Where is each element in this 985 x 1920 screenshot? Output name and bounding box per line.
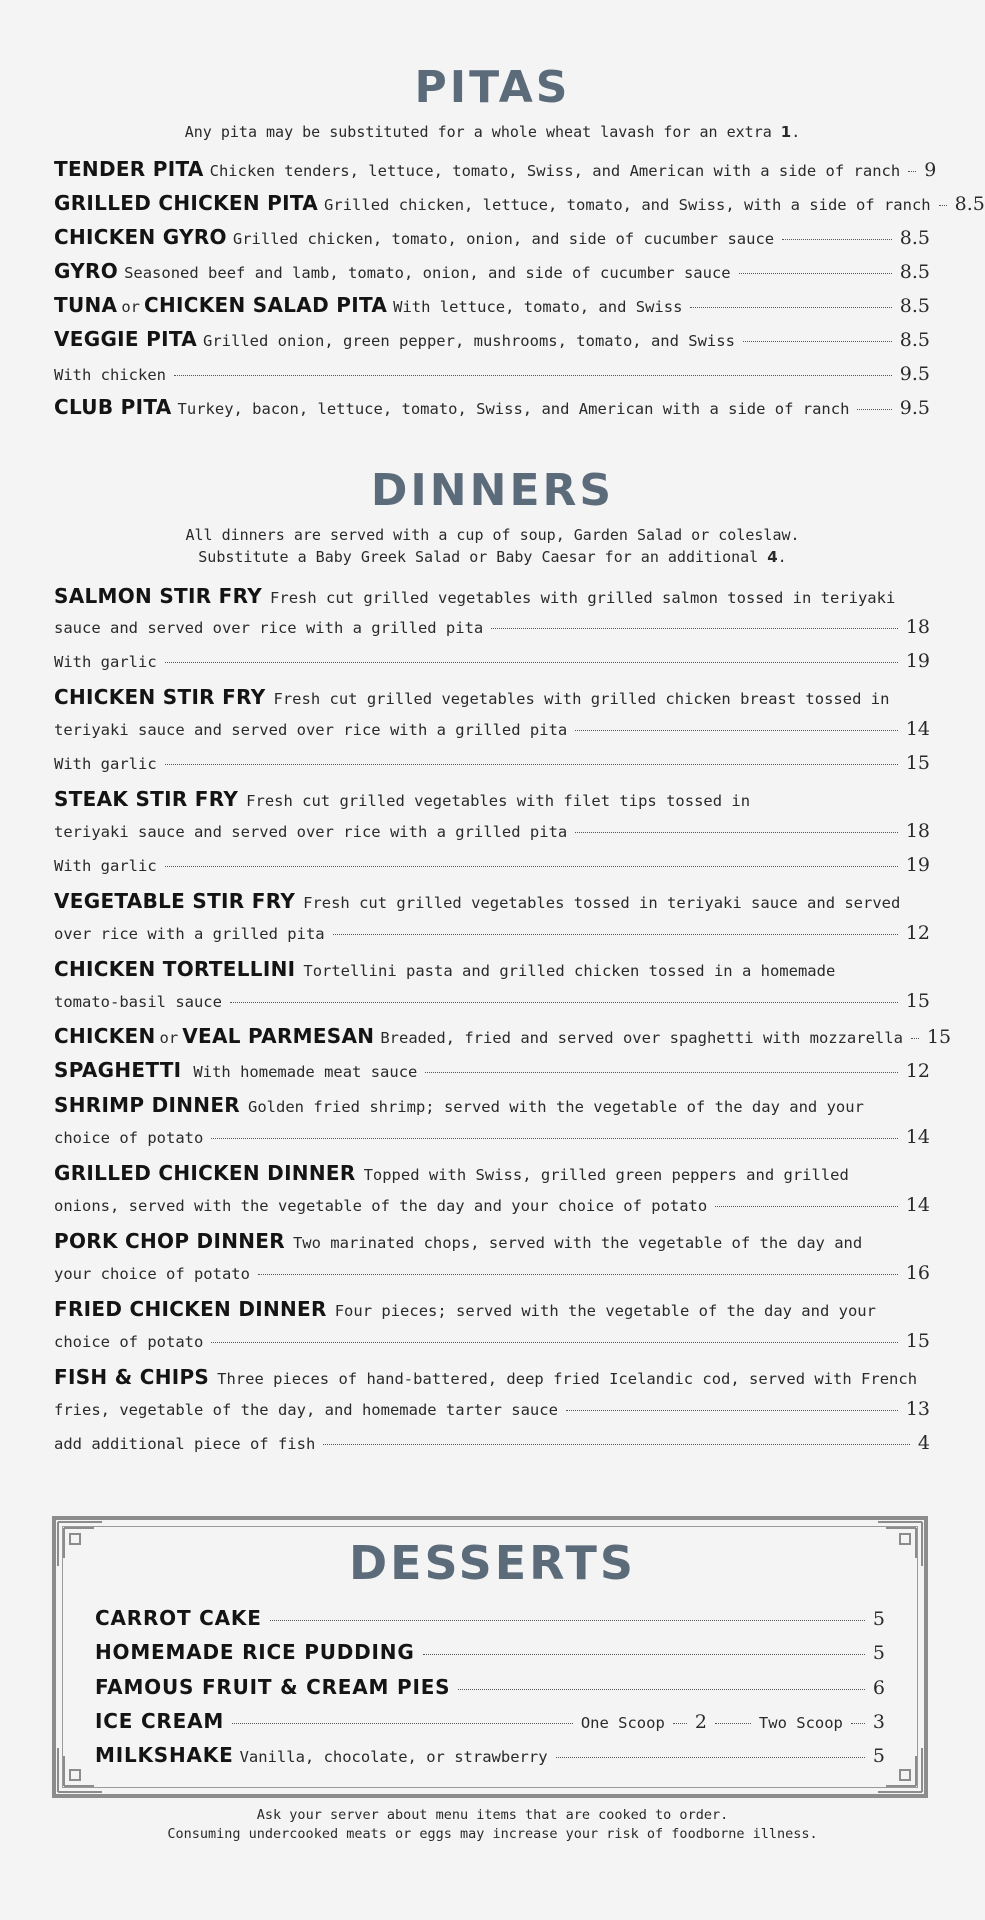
dot-leader — [556, 1757, 865, 1758]
dot-leader — [566, 1410, 898, 1411]
menu-item-line — [54, 1126, 930, 1148]
desserts-title: DESSERTS — [348, 1536, 637, 1590]
one-scoop-price: 2 — [694, 1711, 707, 1733]
menu-item-line — [54, 616, 930, 638]
dot-leader — [939, 205, 947, 206]
item-description: Fresh cut grilled vegetables with grilled chicken breast tossed in — [273, 690, 890, 708]
or-word: or — [159, 1029, 179, 1047]
dot-leader — [575, 832, 898, 833]
item-description: Two marinated chops, served with the vegetable of the day and — [292, 1234, 863, 1252]
item-price: 18 — [905, 820, 930, 842]
one-scoop-label: One Scoop — [580, 1714, 665, 1732]
item-price: 6 — [872, 1677, 885, 1699]
item-description: Grilled chicken, tomato, onion, and side of cucumber sauce — [232, 230, 775, 248]
menu-item-heading — [54, 957, 835, 981]
item-name: CHICKEN STIR FRY — [54, 685, 266, 709]
menu-item — [54, 1024, 952, 1048]
item-name: VEAL PARMESAN — [182, 1024, 375, 1048]
menu-item-heading — [54, 685, 889, 709]
dot-leader — [908, 171, 916, 172]
item-price: 19 — [905, 650, 930, 672]
item-description: With homemade meat sauce — [193, 1063, 418, 1081]
item-price: 8.5 — [899, 329, 930, 351]
menu-item-line — [54, 1330, 930, 1352]
menu-item — [54, 293, 930, 317]
dot-leader — [782, 239, 892, 240]
dot-leader — [673, 1723, 687, 1724]
menu-item-heading — [54, 1229, 862, 1253]
item-description: With lettuce, tomato, and Swiss — [393, 298, 683, 316]
dessert-item — [95, 1640, 885, 1664]
item-name: SHRIMP DINNER — [54, 1093, 240, 1117]
menu-item — [54, 225, 930, 249]
item-price: 4 — [917, 1432, 930, 1454]
item-description: sauce and served over rice with a grilled pita — [54, 619, 484, 637]
menu-item — [54, 395, 930, 419]
item-name: CHICKEN TORTELLINI — [54, 957, 296, 981]
dot-leader — [425, 1072, 897, 1073]
footer-line: Ask your server about menu items that are cooked to order. — [256, 1807, 729, 1823]
item-name: PORK CHOP DINNER — [54, 1229, 285, 1253]
dot-leader — [423, 1654, 865, 1655]
dot-leader — [743, 341, 892, 342]
dinners-note — [0, 524, 985, 568]
item-description: Breaded, fried and served over spaghetti with mozzarella — [380, 1029, 903, 1047]
item-description: Grilled chicken, lettuce, tomato, and Swiss, with a side of ranch — [324, 196, 931, 214]
item-price: 9 — [924, 159, 937, 181]
item-price: 13 — [905, 1398, 930, 1420]
item-description: Golden fried shrimp; served with the vegetable of the day and your — [248, 1098, 864, 1116]
item-price: 8.5 — [899, 261, 930, 283]
dot-leader — [857, 409, 891, 410]
dot-leader — [911, 1038, 919, 1039]
menu-item — [54, 327, 930, 351]
item-price: 12 — [905, 922, 930, 944]
item-price: 9.5 — [899, 397, 930, 419]
pitas-title: PITAS — [414, 62, 571, 113]
item-description: tomato-basil sauce — [54, 993, 222, 1011]
pitas-note-suffix: . — [791, 123, 801, 141]
item-description: Turkey, bacon, lettuce, tomato, Swiss, and American with a side of ranch — [177, 400, 850, 418]
dot-leader — [491, 628, 898, 629]
item-name: CARROT CAKE — [95, 1606, 262, 1630]
menu-item-line — [54, 1194, 930, 1216]
item-name: ICE CREAM — [95, 1709, 225, 1733]
dessert-item — [95, 1743, 885, 1767]
item-description: over rice with a grilled pita — [54, 925, 325, 943]
item-price: 16 — [905, 1262, 930, 1284]
menu-item-line — [54, 718, 930, 740]
dot-leader — [715, 1723, 751, 1724]
item-description: your choice of potato — [54, 1265, 250, 1283]
menu-item — [54, 259, 930, 283]
dot-leader — [458, 1689, 865, 1690]
menu-item-heading — [54, 787, 750, 811]
item-name: CHICKEN SALAD PITA — [143, 293, 388, 317]
item-price: 15 — [905, 990, 930, 1012]
pitas-note-text: Any pita may be substituted for a whole wheat lavash for an extra — [184, 123, 781, 141]
menu-item-line — [54, 820, 930, 842]
menu-item — [54, 157, 937, 181]
dinners-note-text: Substitute a Baby Greek Salad or Baby Caesar for an additional — [198, 548, 768, 566]
item-description: choice of potato — [54, 1129, 204, 1147]
item-description: Seasoned beef and lamb, tomato, onion, and side of cucumber sauce — [124, 264, 731, 282]
item-price: 5 — [872, 1745, 885, 1767]
item-price: 15 — [905, 752, 930, 774]
menu-item-line — [54, 1262, 930, 1284]
menu-item-option — [54, 854, 930, 876]
item-name: SALMON STIR FRY — [54, 584, 263, 608]
item-description: Fresh cut grilled vegetables with filet tips tossed in — [246, 792, 751, 810]
item-name: CHICKEN — [54, 1024, 156, 1048]
item-name: FISH & CHIPS — [54, 1365, 210, 1389]
menu-item-heading — [54, 584, 895, 608]
item-name: MILKSHAKE — [95, 1743, 234, 1767]
menu-item-line — [54, 990, 930, 1012]
item-name: CHICKEN GYRO — [54, 225, 227, 249]
dinners-title: DINNERS — [370, 465, 615, 516]
option-label: With garlic — [54, 755, 157, 773]
option-label: With chicken — [54, 366, 166, 384]
or-word: or — [121, 298, 140, 316]
item-price: 14 — [905, 718, 930, 740]
item-description: Tortellini pasta and grilled chicken tossed in a homemade — [303, 962, 836, 980]
item-description: choice of potato — [54, 1333, 204, 1351]
option-label: With garlic — [54, 653, 157, 671]
item-name: FAMOUS FRUIT & CREAM PIES — [95, 1675, 451, 1699]
item-description: Topped with Swiss, grilled green peppers and grilled — [363, 1166, 849, 1184]
item-description: teriyaki sauce and served over rice with a grilled pita — [54, 721, 568, 739]
item-name: GYRO — [54, 259, 119, 283]
dot-leader — [739, 273, 892, 274]
item-description: onions, served with the vegetable of the day and your choice of potato — [54, 1197, 708, 1215]
menu-item-option — [54, 752, 930, 774]
footer-disclaimer — [0, 1806, 985, 1844]
item-price: 19 — [905, 854, 930, 876]
dot-leader — [232, 1723, 573, 1724]
dot-leader — [270, 1620, 865, 1621]
dot-leader — [851, 1723, 865, 1724]
item-price: 12 — [905, 1060, 930, 1082]
item-name: STEAK STIR FRY — [54, 787, 239, 811]
item-price: 8.5 — [899, 295, 930, 317]
menu-item-option — [54, 650, 930, 672]
menu-item — [54, 1058, 930, 1082]
item-description: Fresh cut grilled vegetables tossed in teriyaki sauce and served — [303, 894, 901, 912]
item-name: CLUB PITA — [54, 395, 172, 419]
option-label: With garlic — [54, 857, 157, 875]
item-name: TENDER PITA — [54, 157, 204, 181]
footer-line: Consuming undercooked meats or eggs may increase your risk of foodborne illness. — [167, 1826, 818, 1842]
menu-item-option — [54, 1432, 930, 1454]
menu-item-heading — [54, 889, 900, 913]
item-description: Vanilla, chocolate, or strawberry — [239, 1748, 548, 1766]
item-description: teriyaki sauce and served over rice with a grilled pita — [54, 823, 568, 841]
item-price: 14 — [905, 1194, 930, 1216]
item-description: Fresh cut grilled vegetables with grilled salmon tossed in teriyaki — [270, 589, 896, 607]
dot-leader — [174, 375, 892, 376]
menu-item-line — [54, 922, 930, 944]
item-description: Grilled onion, green pepper, mushrooms, tomato, and Swiss — [203, 332, 735, 350]
menu-item-heading — [54, 1161, 849, 1185]
item-price: 15 — [926, 1026, 952, 1048]
item-price: 8.5 — [954, 193, 985, 215]
item-description: Three pieces of hand-battered, deep fried Icelandic cod, served with French — [217, 1370, 918, 1388]
item-name: VEGGIE PITA — [54, 327, 198, 351]
dot-leader — [575, 730, 898, 731]
menu-item — [54, 191, 985, 215]
dinners-note-price: 4 — [767, 548, 778, 566]
item-name: FRIED CHICKEN DINNER — [54, 1297, 327, 1321]
item-description: fries, vegetable of the day, and homemade tarter sauce — [54, 1401, 558, 1419]
dot-leader — [323, 1444, 910, 1445]
item-price: 5 — [872, 1642, 885, 1664]
item-price: 9.5 — [899, 363, 930, 385]
dot-leader — [211, 1342, 898, 1343]
dinners-note-line2 — [0, 546, 985, 568]
pitas-note — [0, 121, 985, 143]
dessert-item — [95, 1709, 885, 1733]
two-scoop-price: 3 — [872, 1711, 885, 1733]
menu-item-option — [54, 363, 930, 385]
dot-leader — [258, 1274, 898, 1275]
item-name: GRILLED CHICKEN DINNER — [54, 1161, 356, 1185]
item-price: 15 — [905, 1330, 930, 1352]
item-price: 14 — [905, 1126, 930, 1148]
menu-item-heading — [54, 1365, 917, 1389]
dinners-note-suffix: . — [777, 548, 787, 566]
dessert-item — [95, 1606, 885, 1630]
dot-leader — [165, 764, 898, 765]
item-name: HOMEMADE RICE PUDDING — [95, 1640, 415, 1664]
item-name: SPAGHETTI — [54, 1058, 182, 1082]
two-scoop-label: Two Scoop — [758, 1714, 843, 1732]
dot-leader — [230, 1002, 898, 1003]
dot-leader — [165, 866, 898, 867]
pitas-note-price: 1 — [780, 123, 792, 141]
item-name: TUNA — [54, 293, 118, 317]
menu-item-heading — [54, 1093, 864, 1117]
item-price: 18 — [905, 616, 930, 638]
menu-item-heading — [54, 1297, 876, 1321]
option-label: add additional piece of fish — [54, 1435, 316, 1453]
dinners-note-line1: All dinners are served with a cup of soup, Garden Salad or coleslaw. — [185, 526, 800, 544]
item-description: Chicken tenders, lettuce, tomato, Swiss, and American with a side of ranch — [209, 162, 901, 180]
dot-leader — [211, 1138, 898, 1139]
dot-leader — [715, 1206, 898, 1207]
item-price: 5 — [872, 1608, 885, 1630]
item-name: VEGETABLE STIR FRY — [54, 889, 296, 913]
item-price: 8.5 — [899, 227, 930, 249]
dot-leader — [690, 307, 891, 308]
item-description: Four pieces; served with the vegetable of the day and your — [334, 1302, 876, 1320]
menu-item-line — [54, 1398, 930, 1420]
dot-leader — [165, 662, 898, 663]
item-name: GRILLED CHICKEN PITA — [54, 191, 319, 215]
dessert-item — [95, 1675, 885, 1699]
dot-leader — [333, 934, 898, 935]
